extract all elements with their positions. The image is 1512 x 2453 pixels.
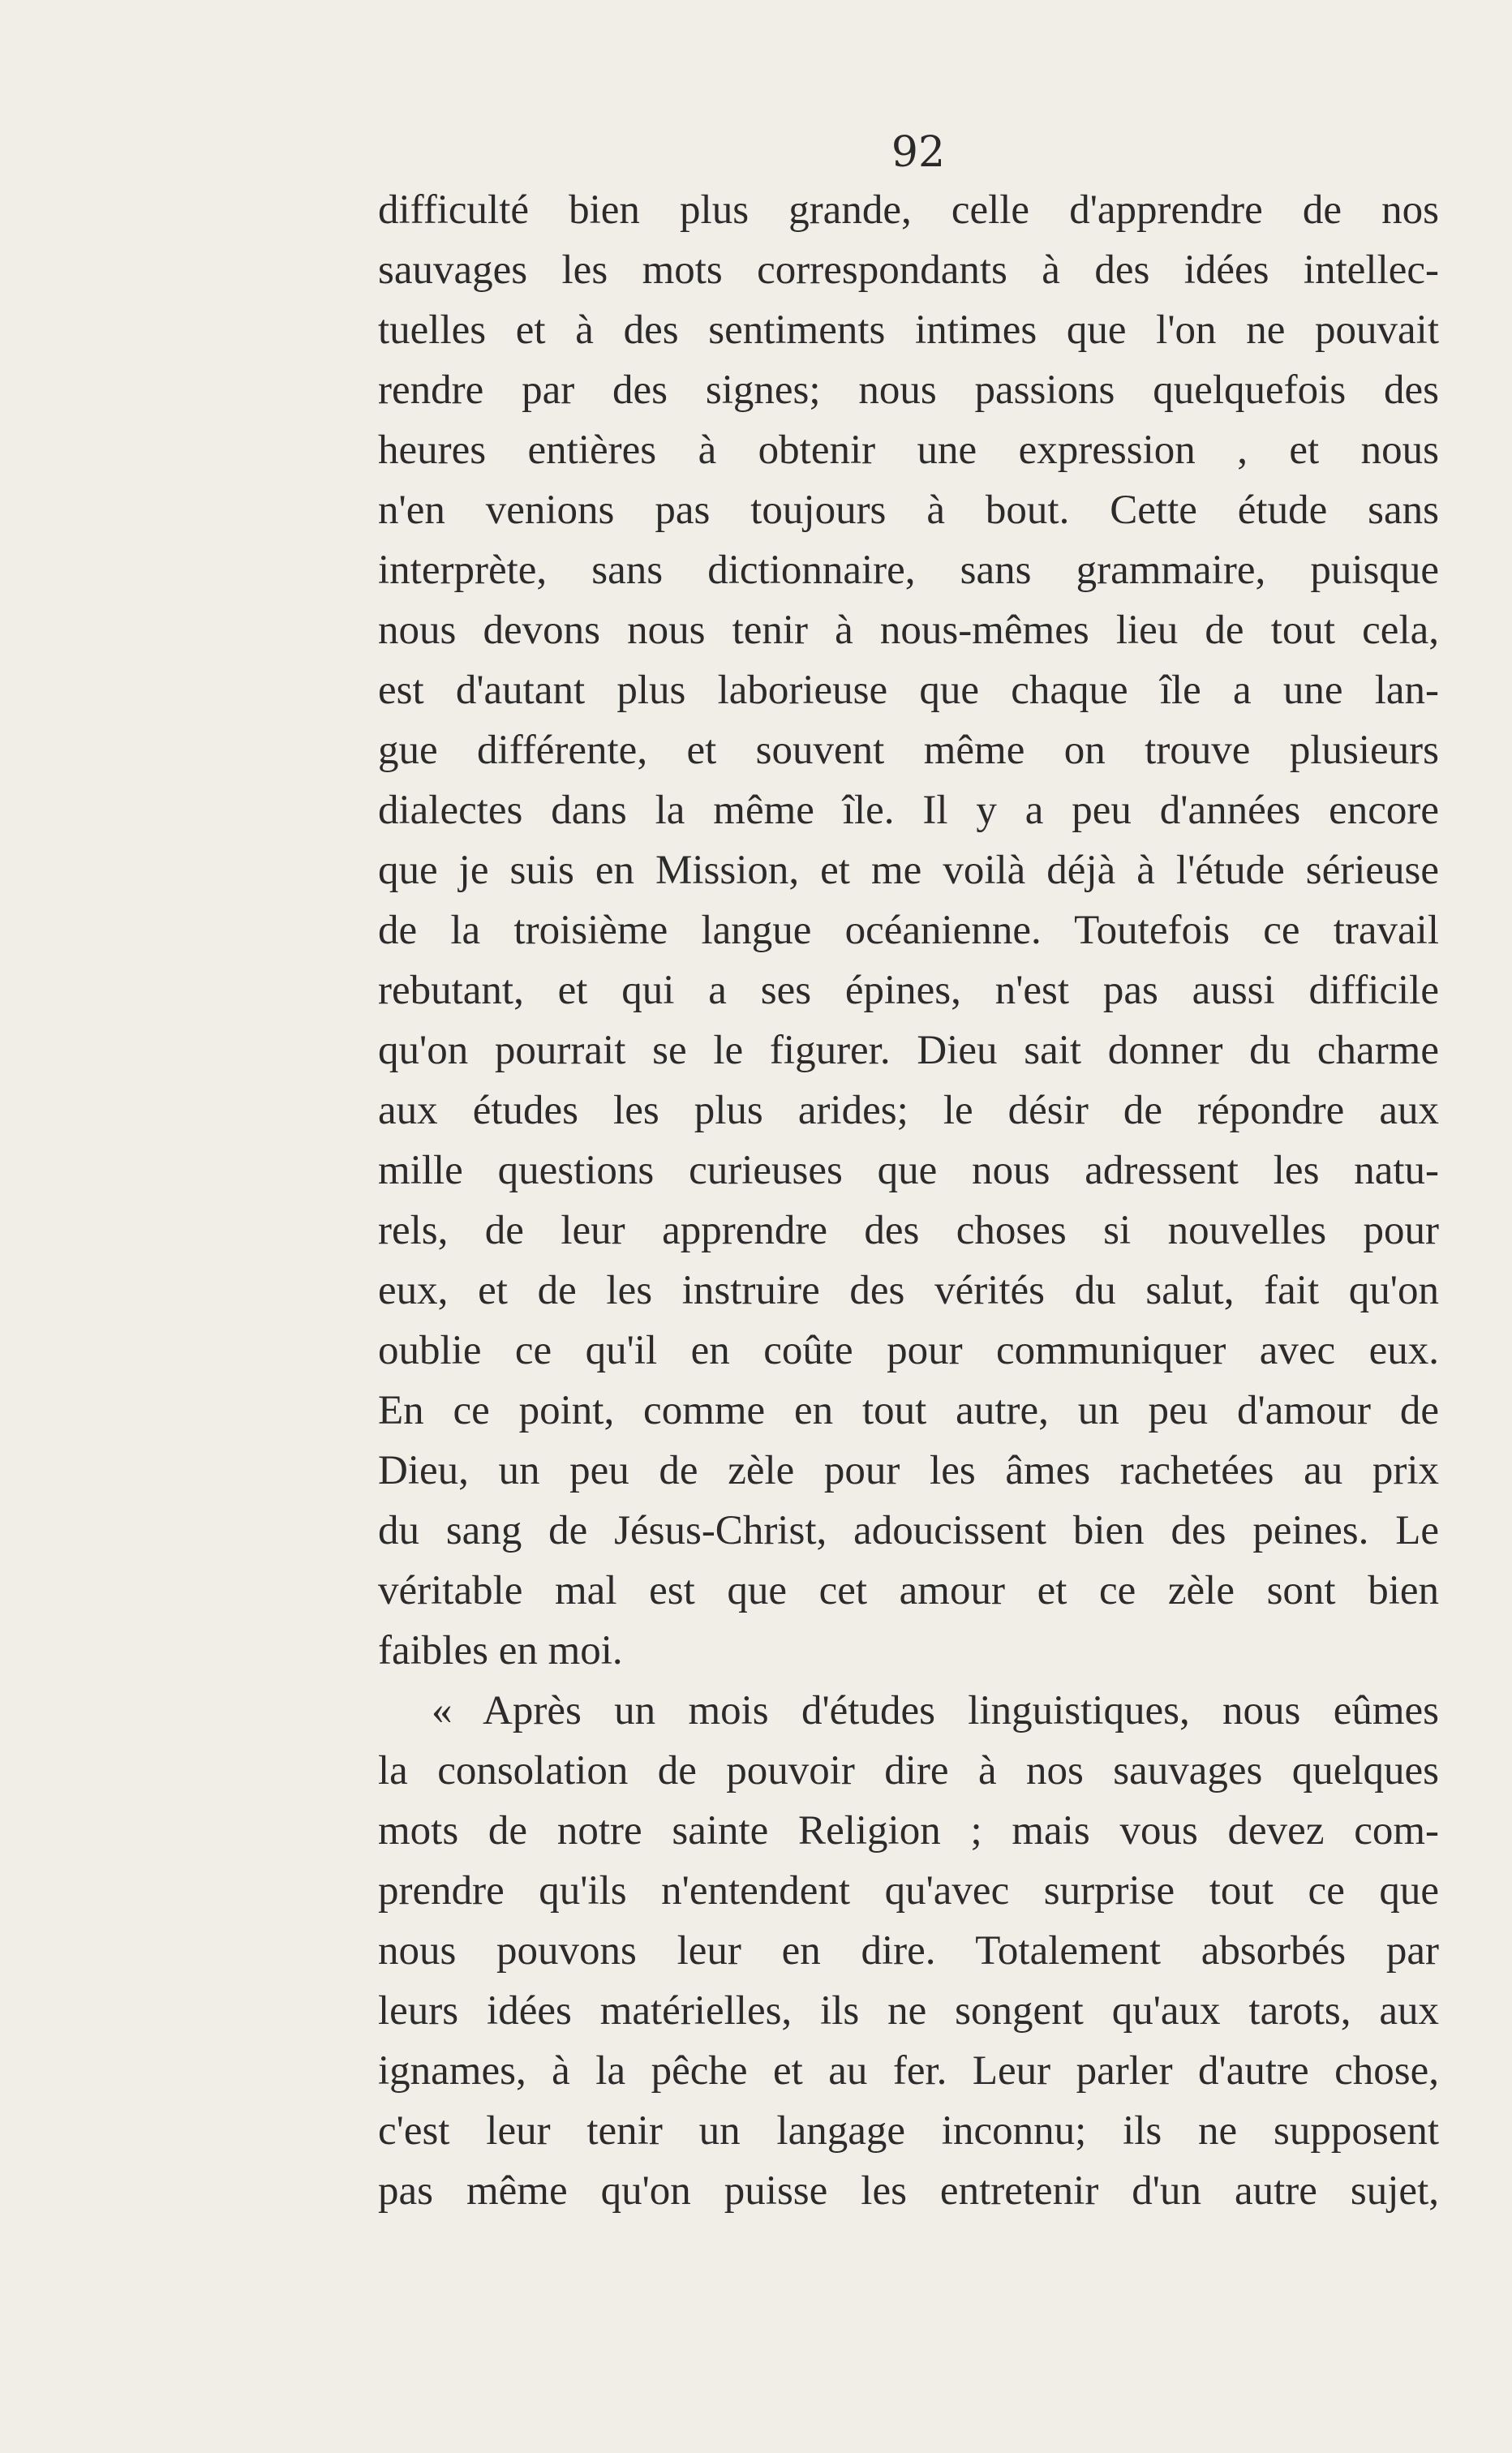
text-line: est d'autant plus laborieuse que chaque île a une lan-: [378, 668, 1439, 713]
paragraph-first-line: « Après un mois d'études linguistiques, nous eûmes: [432, 1688, 1439, 1733]
text-line: leurs idées matérielles, ils ne songent qu'aux tarots, aux: [378, 1988, 1439, 2034]
text-line: pas même qu'on puisse les entretenir d'un autre sujet,: [378, 2168, 1439, 2214]
text-line: mots de notre sainte Religion ; mais vous devez com-: [378, 1808, 1439, 1854]
text-line: dialectes dans la même île. Il y a peu d'années encore: [378, 788, 1439, 833]
text-line: gue différente, et souvent même on trouve plusieurs: [378, 728, 1439, 773]
text-line: véritable mal est que cet amour et ce zèle sont bien: [378, 1568, 1439, 1613]
page-number: 92: [891, 128, 946, 177]
text-line: aux études les plus arides; le désir de répondre aux: [378, 1088, 1439, 1133]
text-line: rendre par des signes; nous passions quelquefois des: [378, 367, 1439, 413]
text-line: prendre qu'ils n'entendent qu'avec surprise tout ce que: [378, 1868, 1439, 1914]
text-line: n'en venions pas toujours à bout. Cette étude sans: [378, 488, 1439, 533]
text-line: de la troisième langue océanienne. Toutefois ce travail: [378, 908, 1439, 953]
text-line: ignames, à la pêche et au fer. Leur parler d'autre chose,: [378, 2048, 1439, 2094]
text-line: faibles en moi.: [378, 1628, 623, 1673]
text-line: qu'on pourrait se le figurer. Dieu sait donner du charme: [378, 1028, 1439, 1073]
text-line: la consolation de pouvoir dire à nos sauvages quelques: [378, 1748, 1439, 1794]
text-line: que je suis en Mission, et me voilà déjà à l'étude sérieuse: [378, 848, 1439, 893]
text-line: rels, de leur apprendre des choses si nouvelles pour: [378, 1208, 1439, 1253]
text-line: interprète, sans dictionnaire, sans grammaire, puisque: [378, 548, 1439, 593]
text-line: nous pouvons leur en dire. Totalement absorbés par: [378, 1928, 1439, 1974]
text-line: eux, et de les instruire des vérités du salut, fait qu'on: [378, 1268, 1439, 1313]
text-line: oublie ce qu'il en coûte pour communiquer avec eux.: [378, 1328, 1439, 1373]
text-line: du sang de Jésus-Christ, adoucissent bien des peines. Le: [378, 1508, 1439, 1553]
text-line: mille questions curieuses que nous adressent les natu-: [378, 1148, 1439, 1193]
text-line: sauvages les mots correspondants à des idées intellec-: [378, 247, 1439, 293]
text-line: tuelles et à des sentiments intimes que l'on ne pouvait: [378, 307, 1439, 353]
text-line: nous devons nous tenir à nous-mêmes lieu de tout cela,: [378, 608, 1439, 653]
text-line: Dieu, un peu de zèle pour les âmes rachetées au prix: [378, 1448, 1439, 1493]
text-line: c'est leur tenir un langage inconnu; ils ne supposent: [378, 2108, 1439, 2154]
text-line: difficulté bien plus grande, celle d'apprendre de nos: [378, 187, 1439, 233]
text-line: rebutant, et qui a ses épines, n'est pas aussi difficile: [378, 968, 1439, 1013]
text-line: En ce point, comme en tout autre, un peu d'amour de: [378, 1388, 1439, 1433]
text-line: heures entières à obtenir une expression , et nous: [378, 427, 1439, 473]
